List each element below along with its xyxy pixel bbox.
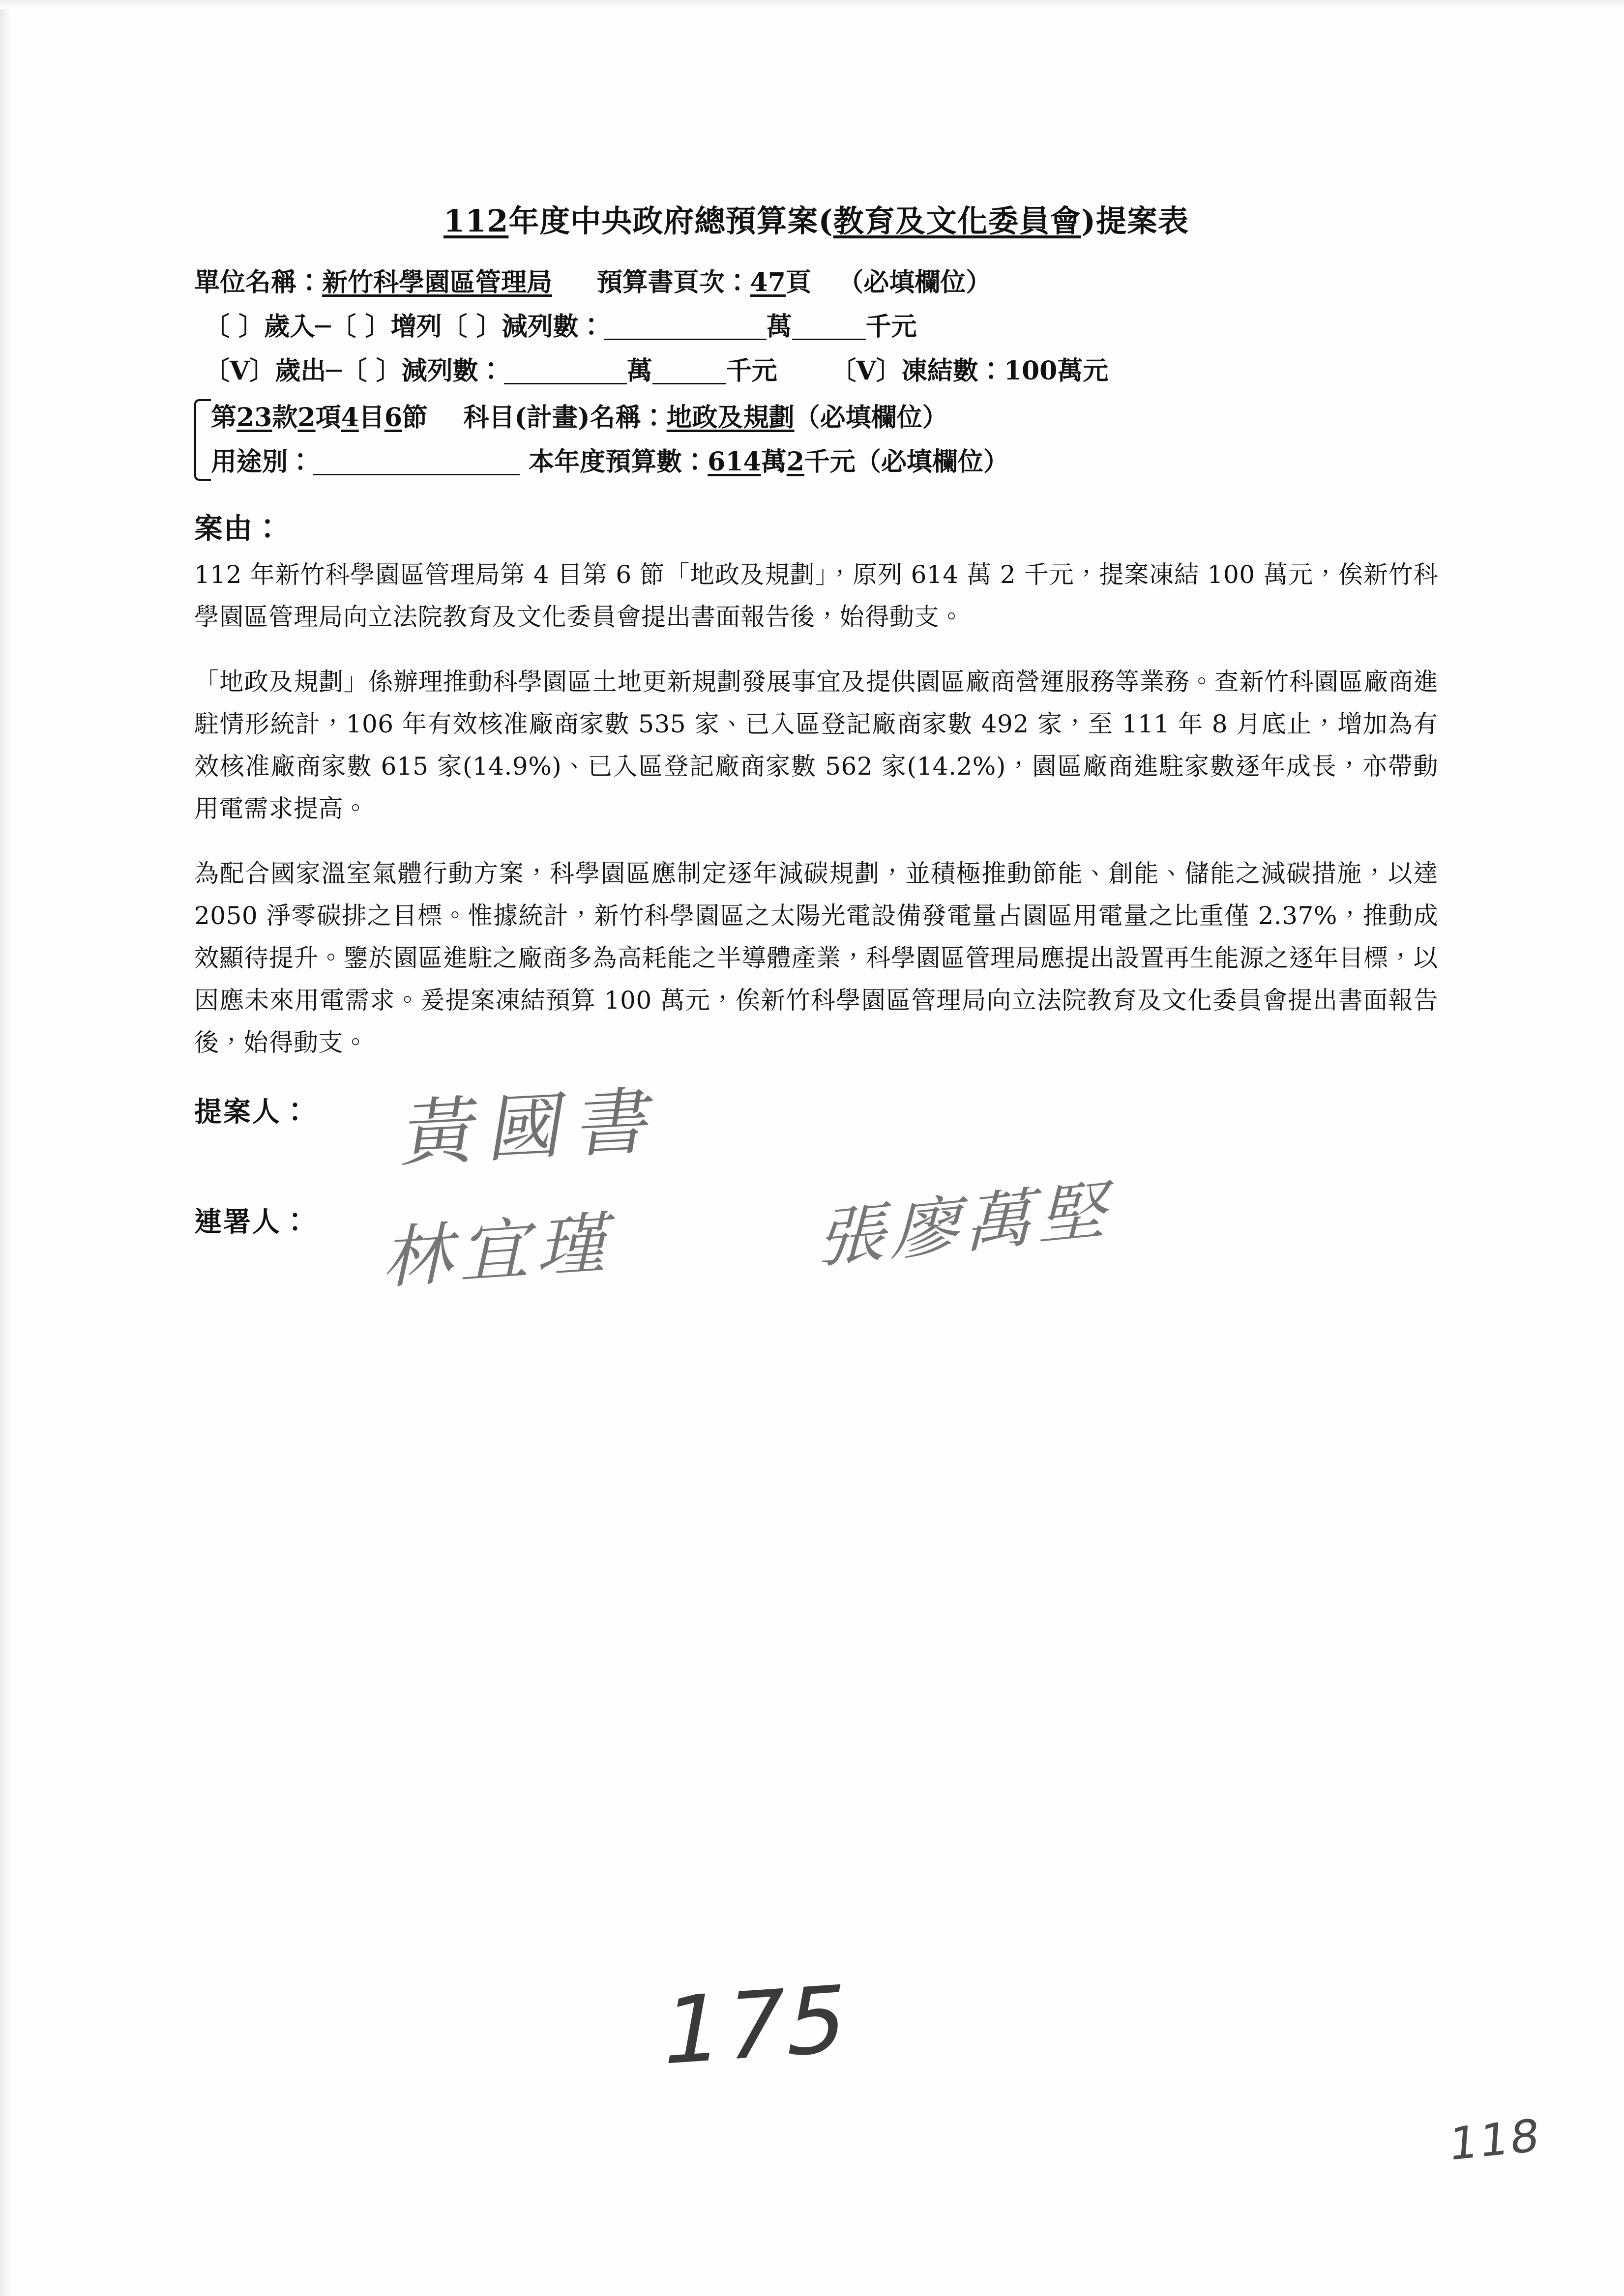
subject-label: 科目(計畫)名稱： <box>463 402 667 433</box>
budget-page-value: 47 <box>750 267 786 297</box>
scan-edge-left <box>0 0 11 2296</box>
budget-page-label: 預算書頁次： <box>596 267 750 297</box>
freeze-unit: 萬元 <box>1057 356 1109 386</box>
row-purpose-and-amount <box>211 441 1438 483</box>
income-wan-blank <box>604 313 767 340</box>
year-budget-wan-unit: 萬 <box>761 446 787 477</box>
xiang-unit: 項 <box>315 402 341 433</box>
scan-edge-top <box>0 0 1624 9</box>
proposer-row <box>194 1078 1438 1177</box>
cosigner-signature-2: 張廖萬堅 <box>812 1171 1127 1278</box>
reason-paragraph-3: 為配合國家溫室氣體行動方案，科學園區應制定逐年減碳規劃，並積極推動節能、創能、儲能之減碳措施，以達 2050 淨零碳排之目標。惟據統計，新竹科學園區之太陽光電設備發電量占園區用電量之比重僅 2.37%，推動成效顯待提升。鑒於園區進駐之廠商多為高耗能之半導體產業，科學園區管理局應提出設置再生能源之逐年目標，以因應未來用電需求。爰提案凍結預算 100 萬元，俟新竹科學園區管理局向立法院教育及文化委員會提出書面報告後，始得動支。 <box>194 859 1438 1057</box>
income-qian-unit: 千元 <box>865 312 917 342</box>
year-budget-wan-value: 614 <box>708 446 761 477</box>
title-rest-b: )提案表 <box>1081 203 1189 239</box>
document-content <box>194 197 1438 1299</box>
year-budget-label: 本年度預算數： <box>529 446 708 477</box>
mu-unit: 目 <box>358 402 384 433</box>
reason-paragraph-2: 「地政及規劃」係辦理推動科學園區土地更新規劃發展事宜及提供園區廠商營運服務等業務。查新竹科園區廠商進駐情形統計，106 年有效核准廠商家數 535 家、已入區登記廠商家數 492 家，至 111 年 8 月底止，增加為有效核准廠商家數 615 家(14.9%)、已入區登記廠商家數 562 家(14.2%)，園區廠商進駐家數逐年成長，亦帶動用電需求提高。 <box>194 668 1438 823</box>
purpose-label: 用途別： <box>211 446 314 477</box>
title-committee: 教育及文化委員會 <box>833 203 1081 239</box>
form-fields <box>194 262 1438 483</box>
expense-qian-blank <box>652 357 726 384</box>
reason-paragraph-1: 112 年新竹科學園區管理局第 4 目第 6 節「地政及規劃」，原列 614 萬 2 千元，提案凍結 100 萬元，俟新竹科學園區管理局向立法院教育及文化委員會提出書面報告後，始得動支。 <box>194 560 1438 632</box>
row-income <box>194 306 1438 348</box>
year-budget-required: （必填欄位） <box>855 446 1009 477</box>
year-budget-qian-value: 2 <box>786 446 804 477</box>
purpose-blank <box>313 448 520 475</box>
jie-value: 6 <box>384 402 402 433</box>
handwritten-page-number: 175 <box>652 1965 859 2086</box>
year-budget-qian-unit: 千元 <box>804 446 856 477</box>
subject-required: （必填欄位） <box>794 402 948 433</box>
folio-number: 118 <box>1447 2109 1543 2171</box>
reason-heading: 案由： <box>194 512 283 546</box>
cosigner-signature-1: 林宜瑾 <box>379 1203 628 1299</box>
title-year: 112 <box>443 203 509 239</box>
income-wan-unit: 萬 <box>766 312 792 342</box>
proposer-label: 提案人： <box>194 1096 310 1129</box>
kuan-unit: 款 <box>272 402 298 433</box>
income-label: 〔 〕歲入─〔 〕增列〔 〕減列數： <box>204 312 604 342</box>
freeze-label: 〔V〕凍結數： <box>830 356 1004 386</box>
row-budget-code <box>211 397 1438 438</box>
title-rest-a: 年度中央政府總預算案( <box>508 203 833 239</box>
kuan-label: 第 <box>211 402 237 433</box>
cosigner-label: 連署人： <box>194 1206 310 1239</box>
unit-label: 單位名稱： <box>194 267 323 297</box>
freeze-value: 100 <box>1004 356 1058 386</box>
page-title <box>194 197 1438 240</box>
row-unit-and-page <box>194 262 1438 303</box>
cosigner-row <box>194 1171 1438 1299</box>
unit-value: 新竹科學園區管理局 <box>322 267 553 297</box>
expense-qian-unit: 千元 <box>726 356 777 386</box>
expense-wan-unit: 萬 <box>626 356 652 386</box>
budget-page-unit: 頁 <box>785 267 811 297</box>
required-mark-1: （必填欄位） <box>838 267 992 297</box>
expense-label: 〔V〕歲出─〔 〕減列數： <box>204 356 504 386</box>
subject-value: 地政及規劃 <box>666 402 795 433</box>
xiang-value: 2 <box>297 402 316 433</box>
income-qian-blank <box>792 313 866 340</box>
budget-item-bracket-group <box>194 397 1438 483</box>
jie-unit: 節 <box>402 402 428 433</box>
kuan-value: 23 <box>236 402 272 433</box>
mu-value: 4 <box>341 402 359 433</box>
row-expense-and-freeze <box>194 350 1438 392</box>
proposer-signature: 黃國書 <box>396 1078 673 1177</box>
expense-wan-blank <box>504 357 627 384</box>
